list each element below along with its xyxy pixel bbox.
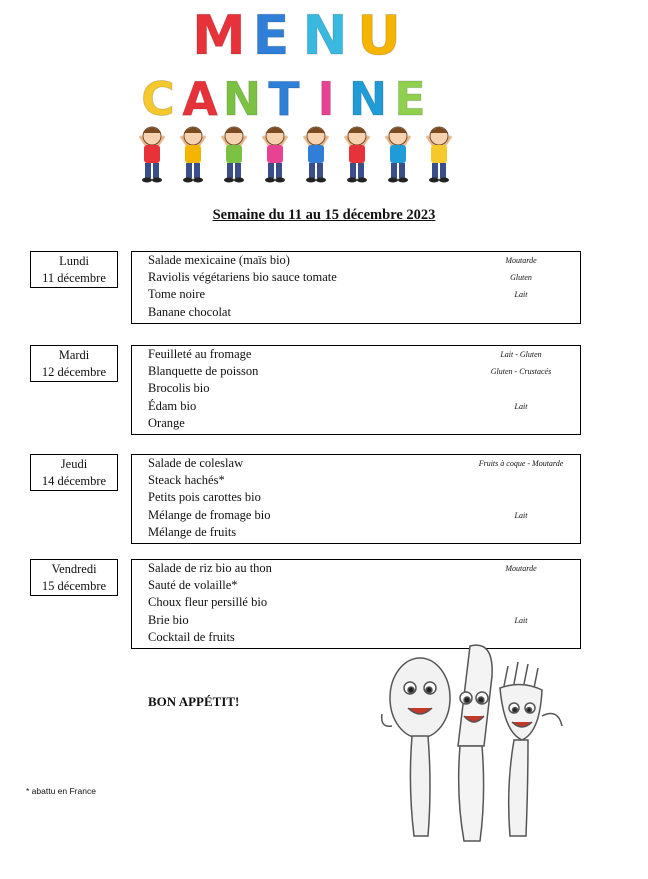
day-label-box [30, 559, 118, 596]
day-name: Vendredi [51, 562, 97, 576]
dish-name: Mélange de fruits [148, 524, 237, 539]
menu-row [132, 346, 580, 363]
dish-name: Édam bio [148, 398, 197, 413]
day-date: 15 décembre [41, 579, 107, 593]
menu-row [132, 472, 580, 489]
cutlery-illustration [372, 636, 572, 844]
dish-name: Raviolis végétariens bio sauce tomate [148, 270, 337, 285]
child-figure [304, 127, 328, 183]
allergen-note: Gluten [510, 273, 532, 283]
dish-name: Petits pois carottes bio [148, 490, 261, 505]
dish-name: Orange [148, 415, 185, 430]
week-title: Semaine du 11 au 15 décembre 2023 [212, 207, 436, 223]
menu-row [132, 286, 580, 303]
allergen-note: Fruits à coque - Moutarde [478, 459, 564, 468]
bon-appetit-text: BON APPÉTIT! [148, 694, 240, 709]
day-menu-box [131, 454, 581, 544]
child-figure [386, 127, 410, 183]
dish-name: Tome noire [148, 287, 206, 302]
title-letter: E [394, 72, 426, 126]
child-figure [140, 127, 164, 183]
menu-row [132, 560, 580, 577]
child-figure [345, 127, 369, 183]
children-illustration [132, 118, 462, 186]
allergen-note: Gluten - Crustacés [490, 367, 552, 377]
dish-name: Mélange de fromage bio [148, 507, 271, 522]
title-letter: M [192, 4, 246, 67]
day-name: Jeudi [60, 457, 88, 471]
day-menu-box [131, 345, 581, 435]
dish-name: Choux fleur persillé bio [148, 595, 268, 610]
child-figure [222, 127, 246, 183]
child-figure [181, 127, 205, 183]
day-date: 11 décembre [42, 271, 106, 285]
title-letter: N [222, 72, 262, 126]
menu-row [132, 252, 580, 269]
dish-name: Steack hachés* [148, 473, 225, 488]
menu-row [132, 415, 580, 432]
dish-name: Cocktail de fruits [148, 629, 235, 644]
child-figure [263, 127, 287, 183]
menu-row [132, 577, 580, 594]
menu-row [132, 269, 580, 286]
allergen-note: Lait - Gluten [500, 350, 542, 359]
cantine-title [138, 74, 430, 124]
day-label-box [30, 345, 118, 382]
title-letter: T [268, 72, 300, 126]
title-letter: A [182, 72, 218, 126]
day-label-box [30, 251, 118, 288]
dish-name: Salade de coleslaw [148, 456, 244, 470]
allergen-note: Lait [514, 401, 528, 411]
menu-title [192, 4, 404, 67]
day-name: Lundi [59, 254, 89, 268]
title-letter: N [348, 72, 388, 126]
dish-name: Banane chocolat [148, 304, 231, 319]
child-figure [427, 127, 451, 183]
dish-name: Brocolis bio [148, 381, 210, 396]
title-letter: U [357, 4, 401, 67]
dish-name: Feuilleté au fromage [148, 347, 252, 361]
day-label-box [30, 454, 118, 491]
allergen-note: Lait [514, 290, 528, 300]
menu-row [132, 455, 580, 472]
allergen-note: Moutarde [505, 564, 537, 573]
title-letter: C [141, 72, 175, 126]
allergen-note: Lait [514, 510, 528, 520]
footnote: * abattu en France [26, 786, 96, 796]
menu-row [132, 612, 580, 629]
menu-row [132, 398, 580, 415]
day-date: 12 décembre [41, 365, 107, 379]
allergen-note: Moutarde [505, 256, 537, 265]
dish-name: Salade mexicaine (maïs bio) [148, 253, 290, 267]
title-letter: I [317, 72, 335, 126]
menu-row [132, 380, 580, 397]
allergen-note: Lait [514, 615, 528, 625]
title-letter: N [302, 4, 348, 67]
menu-row [132, 304, 580, 321]
day-menu-box [131, 251, 581, 324]
menu-row [132, 524, 580, 541]
dish-name: Blanquette de poisson [148, 364, 259, 379]
dish-name: Sauté de volaille* [148, 578, 238, 593]
dish-name: Brie bio [148, 612, 189, 627]
day-name: Mardi [58, 348, 90, 362]
menu-row [132, 489, 580, 506]
menu-row [132, 363, 580, 380]
menu-row [132, 594, 580, 611]
dish-name: Salade de riz bio au thon [148, 561, 272, 575]
title-letter: E [252, 4, 290, 67]
day-date: 14 décembre [41, 474, 107, 488]
menu-row [132, 507, 580, 524]
